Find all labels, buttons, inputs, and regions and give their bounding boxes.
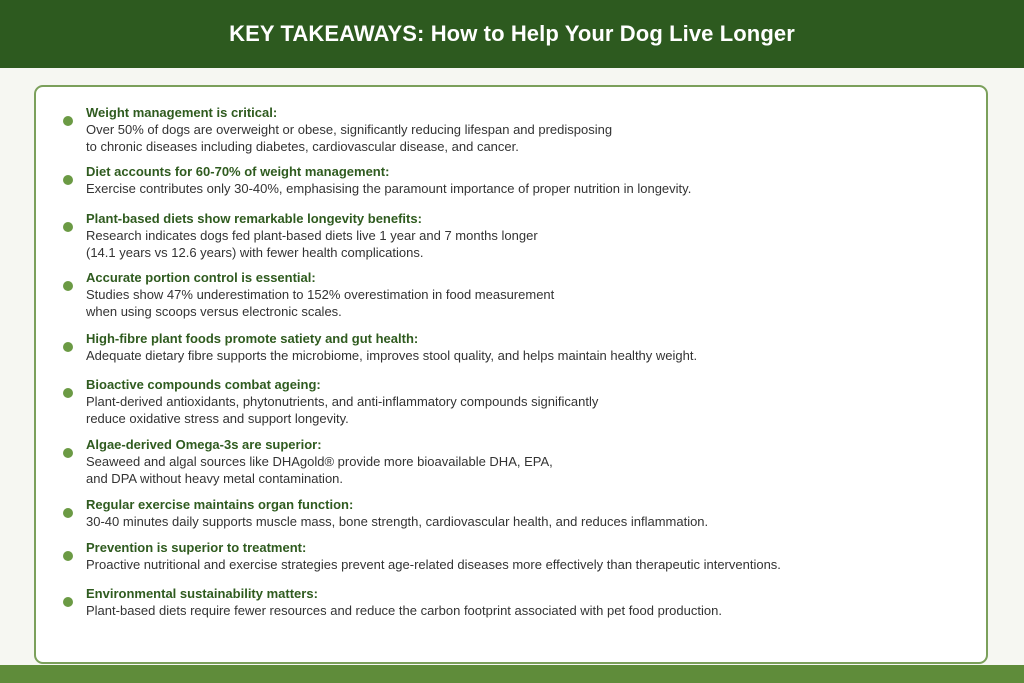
bullet-dot-icon <box>63 551 73 561</box>
takeaway-body: Research indicates dogs fed plant-based diets live 1 year and 7 months longer (14.1 years vs 12.6 years) with fewer health complications. <box>86 228 538 260</box>
bullet-dot-icon <box>63 597 73 607</box>
takeaway-title: Accurate portion control is essential: <box>86 270 316 285</box>
takeaway-title: Algae-derived Omega-3s are superior: <box>86 437 322 452</box>
takeaway-title: Weight management is critical: <box>86 105 278 120</box>
takeaway-body: 30-40 minutes daily supports muscle mass, bone strength, cardiovascular health, and reduces inflammation. <box>86 514 709 529</box>
takeaway-body: Over 50% of dogs are overweight or obese, significantly reducing lifespan and predisposing to chronic diseases including diabetes, cardiovascular disease, and cancer. <box>86 122 613 154</box>
takeaway-title: Regular exercise maintains organ function: <box>86 497 354 512</box>
footer-band <box>0 665 1024 683</box>
takeaway-title: Plant-based diets show remarkable longevity benefits: <box>86 211 422 226</box>
bullet-dot-icon <box>63 222 73 232</box>
bullet-dot-icon <box>63 388 73 398</box>
takeaway-body: Seaweed and algal sources like DHAgold® provide more bioavailable DHA, EPA, and DPA without heavy metal contamination. <box>86 454 553 486</box>
takeaway-title: Diet accounts for 60-70% of weight management: <box>86 164 390 179</box>
takeaway-title: Environmental sustainability matters: <box>86 586 318 601</box>
takeaways-card <box>34 85 988 664</box>
takeaway-body: Plant-based diets require fewer resources and reduce the carbon footprint associated with pet food production. <box>86 603 722 618</box>
takeaway-body: Plant-derived antioxidants, phytonutrients, and anti-inflammatory compounds significantly reduce oxidative stress and support longevity. <box>86 394 599 426</box>
takeaway-title: High-fibre plant foods promote satiety and gut health: <box>86 331 419 346</box>
bullet-dot-icon <box>63 448 73 458</box>
bullet-dot-icon <box>63 342 73 352</box>
takeaway-body: Exercise contributes only 30-40%, emphasising the paramount importance of proper nutrition in longevity. <box>86 181 692 196</box>
bullet-dot-icon <box>63 175 73 185</box>
header-banner <box>0 0 1024 68</box>
takeaway-body: Proactive nutritional and exercise strategies prevent age-related diseases more effectively than therapeutic interventions. <box>86 557 781 572</box>
takeaway-body: Adequate dietary fibre supports the microbiome, improves stool quality, and helps maintain healthy weight. <box>86 348 698 363</box>
takeaway-body: Studies show 47% underestimation to 152% overestimation in food measurement when using scoops versus electronic scales. <box>86 287 555 319</box>
takeaway-title: Bioactive compounds combat ageing: <box>86 377 321 392</box>
bullet-dot-icon <box>63 281 73 291</box>
takeaway-title: Prevention is superior to treatment: <box>86 540 307 555</box>
bullet-dot-icon <box>63 116 73 126</box>
bullet-dot-icon <box>63 508 73 518</box>
page-title: KEY TAKEAWAYS: How to Help Your Dog Live Longer <box>229 21 795 46</box>
